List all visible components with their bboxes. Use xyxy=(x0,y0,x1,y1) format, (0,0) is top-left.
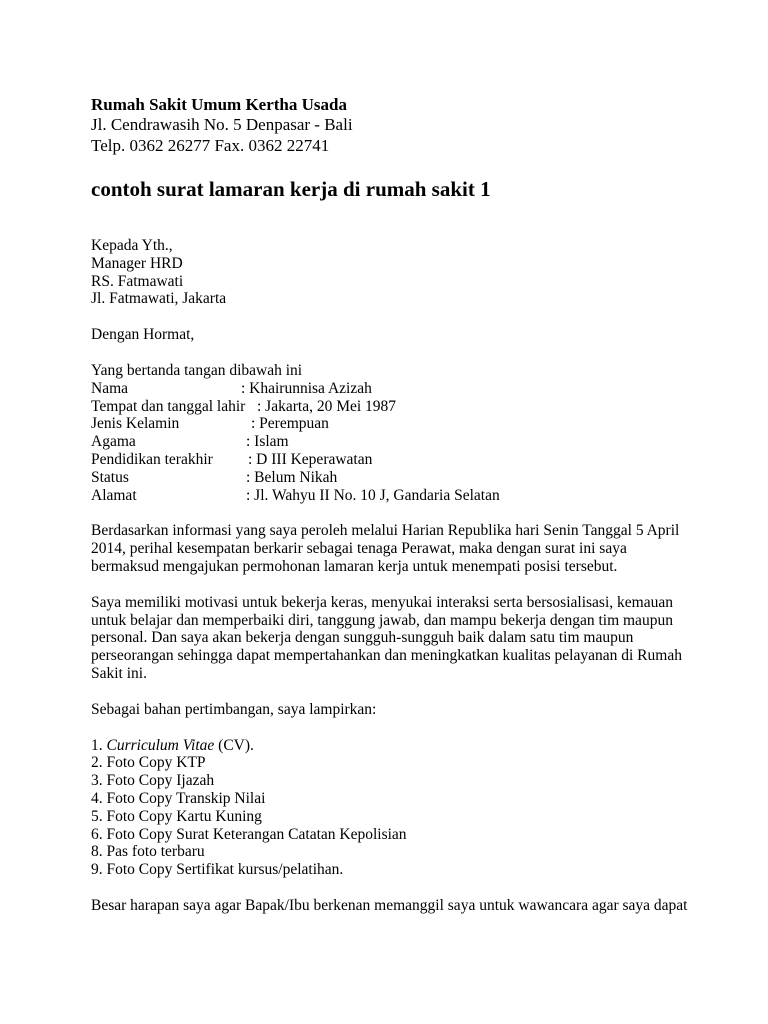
field-label-ttl: Tempat dan tanggal lahir xyxy=(91,397,246,415)
greeting: Dengan Hormat, xyxy=(91,326,195,344)
paragraph-line: Saya memiliki motivasi untuk bekerja keras, menyukai interaksi serta bersosialisasi, kemauan xyxy=(91,593,673,611)
paragraph-line: Sakit ini. xyxy=(91,664,147,682)
attachment-item: 5. Foto Copy Kartu Kuning xyxy=(91,807,262,825)
paragraph-line: bermaksud mengajukan permohonan lamaran kerja untuk menempati posisi tersebut. xyxy=(91,557,618,575)
paragraph-line: untuk belajar dan memperbaiki diri, tanggung jawab, dan mampu bekerja dengan tim maupun xyxy=(91,611,673,629)
field-value-ttl: : Jakarta, 20 Mei 1987 xyxy=(257,397,397,415)
attachment-prefix: 1. xyxy=(91,736,107,754)
field-value-nama: : Khairunnisa Azizah xyxy=(241,379,372,397)
recipient-line: Kepada Yth., xyxy=(91,237,173,254)
document-title: contoh surat lamaran kerja di rumah sakit 1 xyxy=(91,177,491,201)
field-value-jenis-kelamin: : Perempuan xyxy=(251,415,329,433)
field-value-alamat: : Jl. Wahyu II No. 10 J, Gandaria Selatan xyxy=(246,486,500,504)
field-label-status: Status xyxy=(91,468,129,486)
personal-data-row xyxy=(91,469,701,487)
personal-data-row xyxy=(91,398,701,416)
field-label-nama: Nama xyxy=(91,379,129,397)
recipient-line: RS. Fatmawati xyxy=(91,272,184,290)
recipient-line: Jl. Fatmawati, Jakarta xyxy=(91,290,227,308)
hospital-address: Jl. Cendrawasih No. 5 Denpasar - Bali xyxy=(91,115,353,134)
attachment-item: 2. Foto Copy KTP xyxy=(91,754,206,772)
personal-data-row xyxy=(91,487,701,505)
personal-data-row xyxy=(91,451,701,469)
field-label-alamat: Alamat xyxy=(91,486,137,504)
field-label-pendidikan: Pendidikan terakhir xyxy=(91,450,213,468)
intro-line: Yang bertanda tangan dibawah ini xyxy=(91,361,303,379)
field-value-status: : Belum Nikah xyxy=(246,468,338,486)
hospital-name: Rumah Sakit Umum Kertha Usada xyxy=(91,95,347,114)
attachment-item xyxy=(91,737,701,755)
closing-paragraph: Besar harapan saya agar Bapak/Ibu berkenan memanggil saya untuk wawancara agar saya dapat xyxy=(91,896,688,914)
personal-data-row xyxy=(91,433,701,451)
paragraph-motivation xyxy=(91,594,701,683)
field-label-jenis-kelamin: Jenis Kelamin xyxy=(91,415,180,433)
attachment-item: 8. Pas foto terbaru xyxy=(91,843,205,861)
attachment-item: 4. Foto Copy Transkip Nilai xyxy=(91,789,266,807)
paragraph-application xyxy=(91,522,701,575)
attachment-item: 3. Foto Copy Ijazah xyxy=(91,772,215,790)
field-label-agama: Agama xyxy=(91,433,136,451)
recipient-block xyxy=(91,237,701,308)
attachment-cv-italic: Curriculum Vitae xyxy=(106,736,215,754)
personal-data-row xyxy=(91,415,701,433)
letter-body xyxy=(91,94,701,915)
recipient-line: Manager HRD xyxy=(91,254,183,272)
paragraph-line: perseorangan sehingga dapat mempertahankan dan meningkatkan kualitas pelayanan di Rumah xyxy=(91,647,682,665)
attachments-list xyxy=(91,737,701,879)
paragraph-line: 2014, perihal kesempatan berkarir sebagai tenaga Perawat, maka dengan surat ini saya xyxy=(91,540,627,558)
attachment-item: 9. Foto Copy Sertifikat kursus/pelatihan. xyxy=(91,861,344,879)
paragraph-line: personal. Dan saya akan bekerja dengan sungguh-sungguh baik dalam satu tim maupun xyxy=(91,629,634,647)
attachment-item: 6. Foto Copy Surat Keterangan Catatan Kepolisian xyxy=(91,825,407,843)
attachments-intro: Sebagai bahan pertimbangan, saya lampirkan: xyxy=(91,700,377,718)
field-value-agama: : Islam xyxy=(246,433,289,451)
personal-data-row xyxy=(91,380,701,398)
personal-data-table xyxy=(91,380,701,505)
paragraph-line: Berdasarkan informasi yang saya peroleh melalui Harian Republika hari Senin Tanggal 5 April xyxy=(91,522,680,540)
attachment-suffix: (CV). xyxy=(214,736,254,754)
field-value-pendidikan: : D III Keperawatan xyxy=(248,450,373,468)
hospital-phone-fax: Telp. 0362 26277 Fax. 0362 22741 xyxy=(91,135,330,155)
